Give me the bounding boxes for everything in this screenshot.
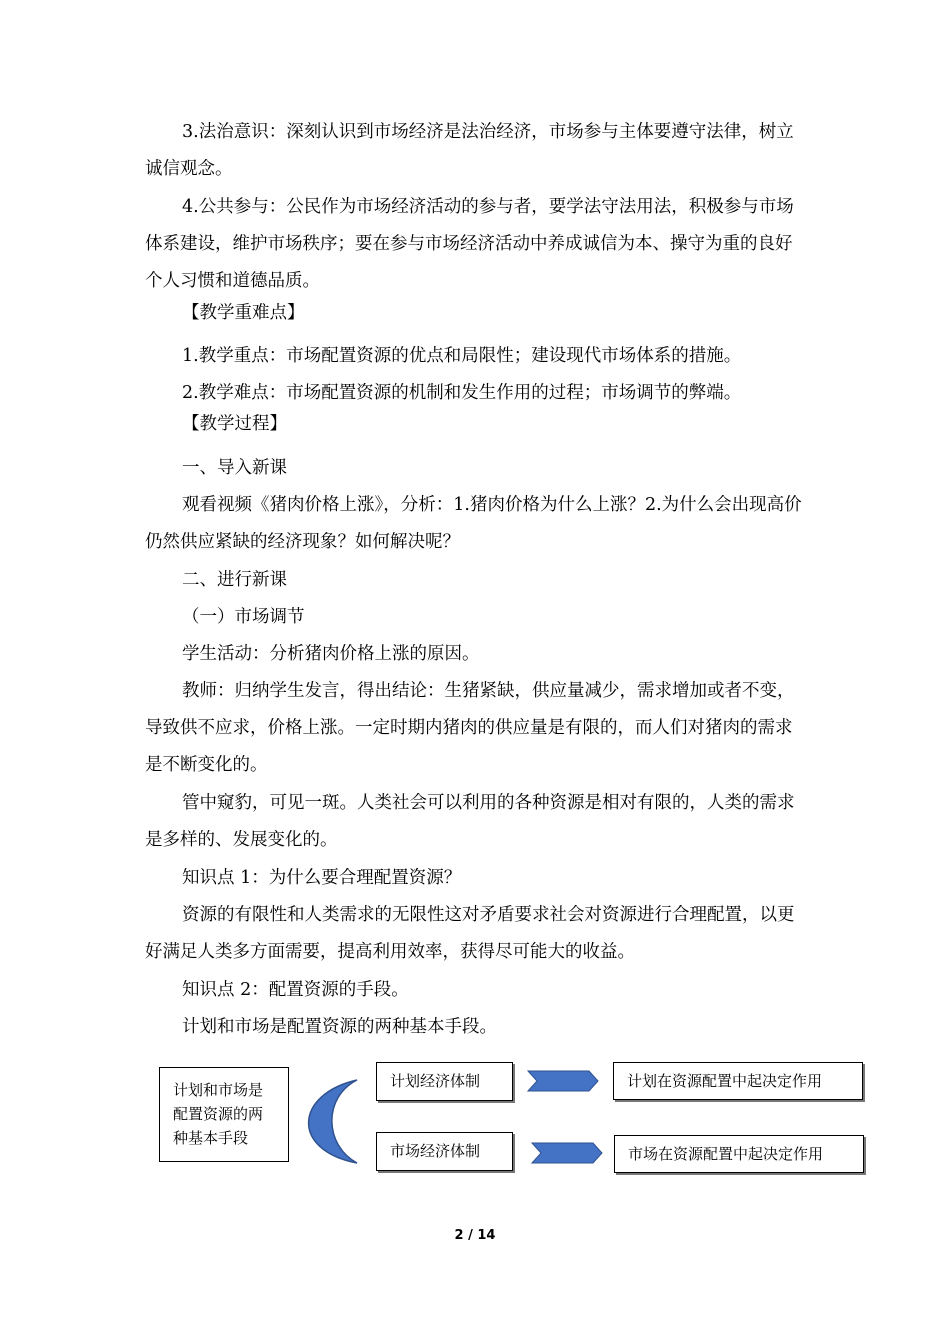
heading-intro: 一、导入新课 (182, 458, 287, 478)
heading-knowledge-2: 知识点 2：配置资源的手段。 (182, 980, 409, 1000)
plan-system-box (376, 1062, 513, 1101)
means-line-1: 计划和市场是 (173, 1081, 264, 1099)
means-box (159, 1067, 289, 1162)
paragraph-teaching-focus: 1.教学重点：市场配置资源的优点和局限性；建设现代市场体系的措施。 (182, 346, 742, 366)
means-line-2: 配置资源的两 (173, 1105, 264, 1123)
heading-market-regulation: （一）市场调节 (182, 607, 305, 627)
chevron-arrow-plan (528, 1071, 598, 1091)
paragraph-public-participation: 4.公共参与：公民作为市场经济活动的参与者，要学法守法用法，积极参与市场体系建设，维护市场秩序；要在参与市场经济活动中养成诚信为本、操守为重的良好个人习惯和道德品质。 (145, 197, 794, 291)
paragraph-legal-awareness: 3.法治意识：深刻认识到市场经济是法治经济，市场参与主体要遵守法律，树立诚信观念。 (145, 122, 794, 179)
chevron-arrow-market (532, 1143, 602, 1163)
heading-key-points: 【教学重难点】 (182, 303, 305, 323)
page-number: 2 / 14 (454, 1228, 496, 1243)
means-line-3: 种基本手段 (173, 1129, 249, 1147)
plan-result-label: 计划在资源配置中起决定作用 (627, 1072, 823, 1090)
paragraph-resource-conflict: 资源的有限性和人类需求的无限性这对矛盾要求社会对资源进行合理配置，以更好满足人类多方面需要，提高利用效率，获得尽可能大的收益。 (145, 905, 795, 962)
brace-crescent-shape (309, 1080, 357, 1163)
plan-system-label: 计划经济体制 (390, 1072, 481, 1090)
paragraph-two-means: 计划和市场是配置资源的两种基本手段。 (182, 1017, 497, 1037)
heading-teaching-process: 【教学过程】 (182, 414, 287, 434)
paragraph-video: 观看视频《猪肉价格上涨》，分析：1.猪肉价格为什么上涨？2.为什么会出现高价仍然供应紧缺的经济现象？如何解决呢？ (145, 495, 802, 552)
heading-knowledge-1: 知识点 1：为什么要合理配置资源？ (182, 868, 462, 888)
market-system-box (376, 1132, 513, 1171)
market-result-label: 市场在资源配置中起决定作用 (628, 1145, 824, 1163)
paragraph-teacher: 教师：归纳学生发言，得出结论：生猪紧缺，供应量减少，需求增加或者不变，导致供不应求，价格上涨。一定时期内猪肉的供应量是有限的，而人们对猪肉的需求是不断变化的。 (145, 681, 795, 775)
paragraph-teaching-difficulty: 2.教学难点：市场配置资源的机制和发生作用的过程；市场调节的弊端。 (182, 383, 742, 403)
paragraph-student-activity: 学生活动：分析猪肉价格上涨的原因。 (182, 644, 480, 664)
plan-result-box (613, 1062, 863, 1100)
market-result-box (614, 1135, 864, 1173)
market-system-label: 市场经济体制 (390, 1142, 481, 1160)
heading-new-lesson: 二、进行新课 (182, 570, 287, 590)
paragraph-analogy: 管中窥豹，可见一斑。人类社会可以利用的各种资源是相对有限的，人类的需求是多样的、发展变化的。 (145, 793, 795, 850)
